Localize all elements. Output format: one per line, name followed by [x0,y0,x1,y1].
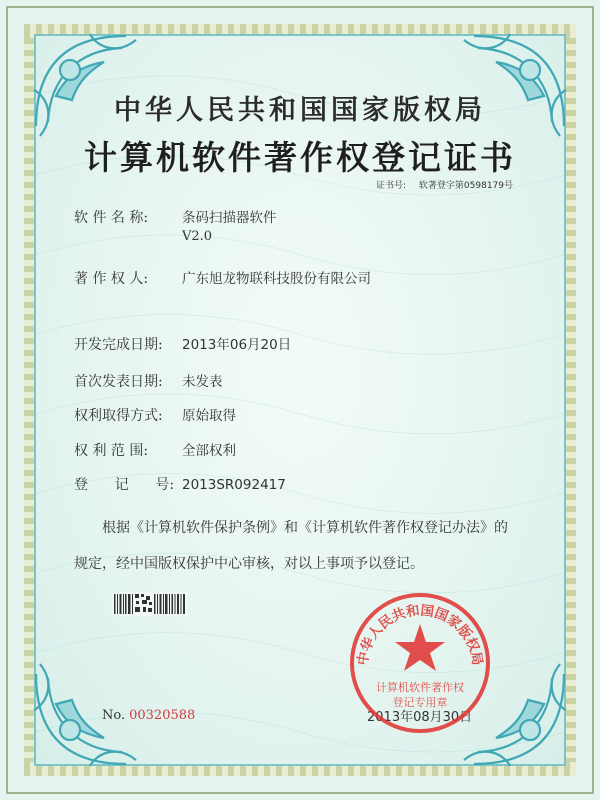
official-seal [345,588,495,738]
seal-inner-line-1: 计算机软件著作权 [376,681,464,694]
serial-value: 00320588 [129,708,196,723]
seal-star-icon [395,624,445,671]
seal-outer-text: 中华人民共和国国家版权局 [354,602,486,667]
field-scope [74,439,236,460]
issuing-authority: 中华人民共和国国家版权局 [114,95,486,126]
field-registration-no [74,474,286,494]
certificate-number-label: 证书号: [376,181,407,191]
first-publish-value: 未发表 [182,374,223,390]
acquisition-value: 原始取得 [182,408,236,424]
corner-ornament-top-right [454,26,574,146]
software-name-label: 软 件 名 称: [74,210,149,226]
certificate-title: 计算机软件著作权登记证书 [84,138,516,177]
certificate-number-value: 软著登字第0598179号 [418,181,514,191]
scope-label: 权 利 范 围: [74,443,149,459]
corner-ornament-top-left [26,26,146,146]
scope-value: 全部权利 [182,443,236,459]
software-name-value: 条码扫描器软件 [182,210,277,226]
copyright-owner-value: 广东旭龙物联科技股份有限公司 [182,271,371,287]
field-copyright-owner [74,267,371,288]
serial-label: No. [102,708,126,723]
registration-no-label: 登 记 号: [74,477,175,493]
acquisition-label: 权利取得方式: [74,408,163,424]
serial-number [102,708,195,723]
statement-paragraph [74,510,544,582]
field-acquisition [74,404,236,425]
seal-inner-line-2: 登记专用章 [392,696,448,709]
barcode [112,592,188,616]
completion-date-value: 2013年06月20日 [182,337,292,353]
copyright-owner-label: 著 作 权 人: [74,271,149,287]
registration-no-value: 2013SR092417 [182,477,286,493]
field-completion-date [74,333,291,354]
first-publish-label: 首次发表日期: [74,374,163,390]
statement-line-2: 规定，经中国版权保护中心审核，对以上事项予以登记。 [74,556,424,572]
statement-line-1: 根据《计算机软件保护条例》和《计算机软件著作权登记办法》的 [102,520,508,536]
field-software-name [74,206,277,244]
issue-date: 2013年08月30日 [367,710,473,725]
certificate-number [376,178,513,191]
software-version: V2.0 [182,229,213,244]
field-first-publish [74,370,223,391]
completion-date-label: 开发完成日期: [74,337,163,353]
